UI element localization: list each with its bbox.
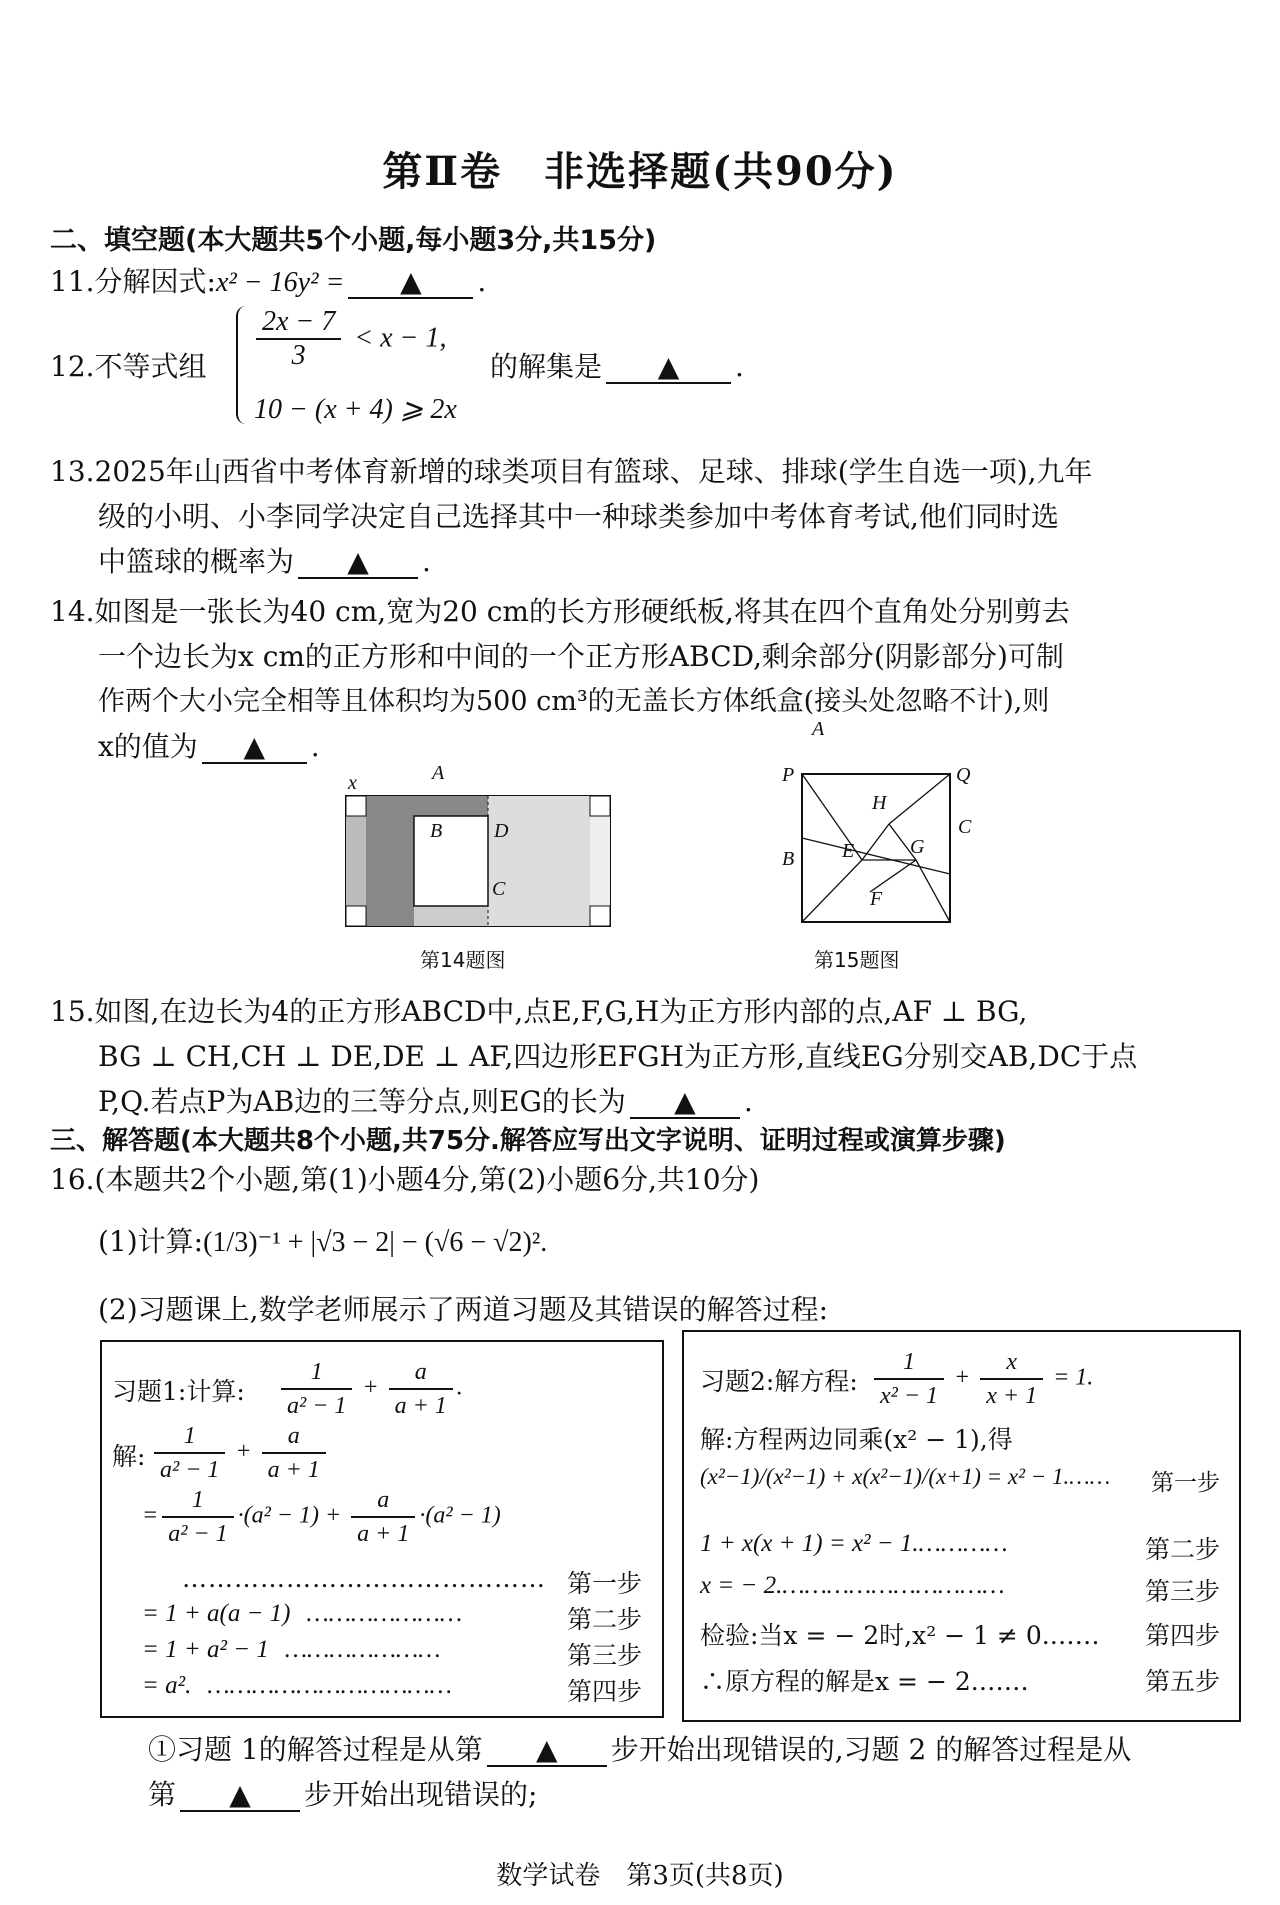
section2-heading: 二、填空题(本大题共5个小题,每小题3分,共15分) xyxy=(50,225,657,256)
ex2-step5-expr: ∴原方程的解是x = − 2. xyxy=(700,1667,979,1696)
q11-expr: x² − 16y² = xyxy=(215,267,345,298)
q16-sub1-text-a: ①习题 1的解答过程是从第 xyxy=(148,1733,483,1766)
fig15-label-f: F xyxy=(870,888,883,910)
q11-number: 11. xyxy=(50,265,95,298)
fig15-caption: 第15题图 xyxy=(814,948,900,972)
q12-number: 12. xyxy=(50,350,95,383)
q15-line3-text: P,Q.若点P为AB边的三等分点,则EG的长为 xyxy=(98,1085,626,1118)
q12-label xyxy=(50,347,207,387)
q12-ineq1-rest: < x − 1, xyxy=(354,322,447,354)
fig14-label-x: x xyxy=(348,772,357,794)
ex1-solution-line1: $\frac{1}{\text{a² − 1}}$ + $\frac{a}{a + 1}$ xyxy=(150,1420,330,1486)
q12-inequality-2: 10 − (x + 4) ⩾ 2x xyxy=(254,394,457,425)
fig15-label-c: C xyxy=(958,816,972,838)
q14-answer-blank[interactable]: ▲ xyxy=(202,732,307,764)
fig15-label-q: Q xyxy=(956,764,971,786)
q16-sub1-text-d: 步开始出现错误的; xyxy=(304,1778,538,1811)
ex2-step1-label: 第一步 xyxy=(1151,1470,1220,1495)
ex1-step2-expr: = 1 + a(a − 1) xyxy=(142,1600,291,1627)
q16-header: (本题共2个小题,第(1)小题4分,第(2)小题6分,共10分) xyxy=(94,1163,760,1196)
q16-sub1-blank-2[interactable]: ▲ xyxy=(180,1780,300,1812)
fig15-label-g: G xyxy=(910,836,925,858)
q12-answer-blank[interactable]: ▲ xyxy=(606,352,731,384)
fig14-label-b: B xyxy=(430,820,443,842)
q15-number: 15. xyxy=(50,995,95,1028)
page-title: 第Ⅱ卷 非选择题(共90分) xyxy=(382,148,898,195)
q13-number: 13. xyxy=(50,455,95,488)
ex1-step-4: = a². …………………………… 第四步 xyxy=(142,1672,642,1706)
ex1-solution-line2: = $\frac{1}{\text{a² − 1}}$ ·(a² − 1) + $\frac{a}{a + 1}$ ·(a² − 1) xyxy=(142,1484,501,1550)
q11-text: 分解因式: xyxy=(94,265,216,298)
ex1-step-1: …………………………………… 第一步 xyxy=(182,1564,642,1598)
q12-after: 的解集是 ▲ . xyxy=(490,350,744,383)
ex1-title: 习题1:计算: xyxy=(112,1377,245,1406)
q14-number: 14. xyxy=(50,595,95,628)
ex2-title: 习题2:解方程: xyxy=(700,1367,858,1396)
q16-sub1-blank-1[interactable]: ▲ xyxy=(487,1735,607,1767)
q14-line3: 作两个大小完全相等且体积均为500 cm³的无盖长方体纸盒(接头处忽略不计),则 xyxy=(98,686,1050,717)
fig14-label-c: C xyxy=(492,878,506,900)
ex2-step3-expr: x = − 2. xyxy=(700,1572,783,1599)
figure-15-diagram xyxy=(770,718,1010,980)
ex1-step2-label: 第二步 xyxy=(566,1607,642,1634)
q12-after-text: 的解集是 xyxy=(490,350,603,383)
q16-sub1-line2 xyxy=(148,1775,537,1815)
ex2-step3-label: 第三步 xyxy=(1144,1579,1220,1606)
fig15-label-a: A xyxy=(812,718,825,740)
exercise-2-box xyxy=(682,1330,1241,1722)
q11-answer-blank[interactable]: ▲ xyxy=(348,267,473,299)
q14-line1: 如图是一张长为40 cm,宽为20 cm的长方形硬纸板,将其在四个直角处分别剪去 xyxy=(94,595,1070,628)
q13-line1: 2025年山西省中考体育新增的球类项目有篮球、足球、排球(学生自选一项),九年 xyxy=(94,455,1093,488)
ex2-step-1: (x²−1)/(x²−1) + x(x²−1)/(x+1) = x² − 1.…… 第一步 xyxy=(700,1464,1220,1495)
ex2-step-3: x = − 2.………………………… 第三步 xyxy=(700,1572,1220,1606)
ex2-eq-tail: = 1. xyxy=(1053,1364,1094,1391)
q16-sub1-text-b: 步开始出现错误的,习题 2 的解答过程是从 xyxy=(610,1733,1132,1766)
question-15 xyxy=(50,992,1027,1032)
q13-answer-blank[interactable]: ▲ xyxy=(298,547,418,579)
q15-line3: P,Q.若点P为AB边的三等分点,则EG的长为 ▲ . xyxy=(98,1085,753,1118)
q14-line4: x的值为 ▲ . xyxy=(98,730,320,763)
page-footer: 数学试卷 第3页(共8页) xyxy=(496,1861,784,1891)
q13-line3-text: 中篮球的概率为 xyxy=(98,545,295,578)
ex1-step4-expr: = a². xyxy=(142,1672,192,1699)
q12-frac-num: 2x − 7 xyxy=(256,306,341,340)
ex1-step-2: = 1 + a(a − 1) ………………… 第二步 xyxy=(142,1600,642,1634)
q16-part1-expr: (1/3)⁻¹ + |√3 − 2| − (√6 − √2)². xyxy=(203,1227,548,1258)
q14-line2: 一个边长为x cm的正方形和中间的一个正方形ABCD,剩余部分(阴影部分)可制 xyxy=(98,640,1064,673)
ex2-step1-expr: (x²−1)/(x²−1) + x(x²−1)/(x+1) = x² − 1. xyxy=(700,1464,1070,1489)
ex2-step4-expr: 检验:当x = − 2时,x² − 1 ≠ 0. xyxy=(700,1621,1050,1650)
ex1-step-3: = 1 + a² − 1 ………………… 第三步 xyxy=(142,1636,642,1670)
question-13 xyxy=(50,452,1093,492)
q14-line4-text: x的值为 xyxy=(98,730,198,763)
ex2-step-4: 检验:当x = − 2时,x² − 1 ≠ 0.…… 第四步 xyxy=(700,1616,1220,1652)
q12-frac-den: 3 xyxy=(291,340,306,371)
ex1-solution-label: 解: xyxy=(112,1442,146,1471)
ex2-step2-expr: 1 + x(x + 1) = x² − 1. xyxy=(700,1530,919,1557)
q16-number: 16. xyxy=(50,1163,95,1196)
ex2-step2-label: 第二步 xyxy=(1144,1537,1220,1564)
q15-line1: 如图,在边长为4的正方形ABCD中,点E,F,G,H为正方形内部的点,AF ⊥ BG, xyxy=(94,995,1028,1028)
fig15-label-p: P xyxy=(782,764,795,786)
q12-inequality-1 xyxy=(252,306,446,372)
q16-part1-label: (1)计算: xyxy=(98,1225,204,1258)
ex2-step-5: ∴原方程的解是x = − 2.…… 第五步 xyxy=(700,1662,1220,1698)
fig14-label-d: D xyxy=(494,820,509,842)
fig14-caption: 第14题图 xyxy=(420,948,506,972)
q15-answer-blank[interactable]: ▲ xyxy=(630,1087,740,1119)
ex2-problem-expr: $\frac{1}{\text{x² − 1}}$ + $\frac{x}{x + 1}$ = 1. xyxy=(870,1346,1093,1412)
exercise-1-box xyxy=(100,1340,664,1718)
figure-15 xyxy=(770,718,1010,980)
question-16 xyxy=(50,1160,759,1200)
ex2-step-2: 1 + x(x + 1) = x² − 1.………… 第二步 xyxy=(700,1530,1220,1564)
section3-heading: 三、解答题(本大题共8个小题,共75分.解答应写出文字说明、证明过程或演算步骤) xyxy=(50,1126,1006,1156)
q16-sub1-line1 xyxy=(148,1730,1131,1770)
ex1-title-row xyxy=(112,1372,245,1408)
q16-sub1-text-c: 第 xyxy=(148,1778,177,1811)
q15-line2: BG ⊥ CH,CH ⊥ DE,DE ⊥ AF,四边形EFGH为正方形,直线EG分别交AB,DC于点 xyxy=(98,1040,1138,1073)
q12-system-brace xyxy=(236,306,252,424)
q16-part1 xyxy=(98,1222,547,1263)
fig15-label-h: H xyxy=(872,792,887,814)
ex2-solution-intro: 解:方程两边同乘(x² − 1),得 xyxy=(700,1425,1013,1454)
ex1-step3-expr: = 1 + a² − 1 xyxy=(142,1636,269,1663)
q13-line3: 中篮球的概率为 ▲ . xyxy=(98,545,431,578)
fig15-label-b: B xyxy=(782,848,795,870)
ex2-step4-label: 第四步 xyxy=(1144,1621,1220,1650)
ex1-step4-label: 第四步 xyxy=(566,1679,642,1706)
question-11: 11.分解因式:x² − 16y² = ▲ . xyxy=(50,265,487,298)
question-14 xyxy=(50,592,1070,632)
ex1-problem-expr: $\frac{1}{\text{a² − 1}}$ + $\frac{a}{a + 1}$ . xyxy=(277,1356,463,1422)
fig15-label-e: E xyxy=(842,840,855,862)
fig14-label-a: A xyxy=(432,762,445,784)
q12-text: 不等式组 xyxy=(94,350,207,383)
q13-line2: 级的小明、小李同学决定自己选择其中一种球类参加中考体育考试,他们同时选 xyxy=(98,500,1059,533)
q16-part2: (2)习题课上,数学老师展示了两道习题及其错误的解答过程: xyxy=(98,1293,828,1326)
figure-14 xyxy=(340,760,640,980)
ex1-step1-label: 第一步 xyxy=(566,1569,642,1598)
ex2-step5-label: 第五步 xyxy=(1144,1667,1220,1696)
ex1-step3-label: 第三步 xyxy=(566,1643,642,1670)
